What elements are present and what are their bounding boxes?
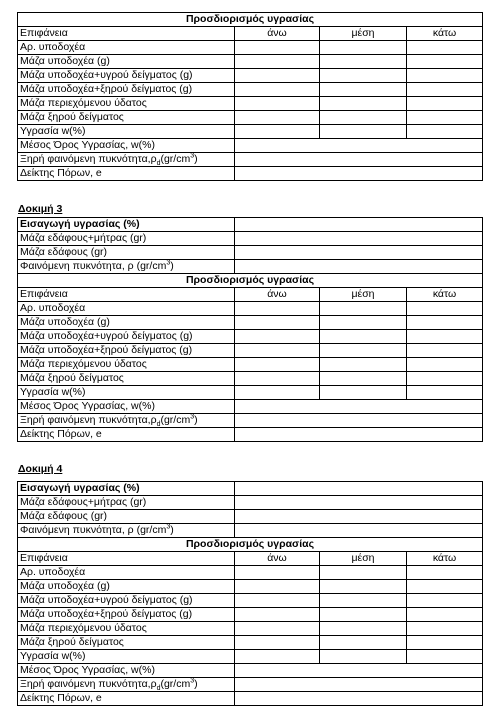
col-surface: Επιφάνεια (18, 27, 235, 41)
input-cell[interactable] (235, 414, 483, 428)
input-cell[interactable] (320, 111, 407, 125)
input-cell[interactable] (235, 139, 483, 153)
table-row (18, 594, 483, 608)
col-surface: Επιφάνεια (18, 288, 235, 302)
input-cell[interactable] (235, 330, 320, 344)
input-cell[interactable] (235, 316, 320, 330)
table-row (18, 524, 483, 538)
input-cell[interactable] (235, 167, 483, 181)
table-row (18, 246, 483, 260)
input-cell[interactable] (320, 358, 407, 372)
col-top: άνω (235, 288, 320, 302)
row-label: Αρ. υποδοχέα (18, 41, 235, 55)
input-cell[interactable] (320, 580, 407, 594)
col-top: άνω (235, 27, 320, 41)
input-cell[interactable] (407, 594, 483, 608)
input-cell[interactable] (235, 232, 483, 246)
soil-mass-label: Μάζα εδάφους (gr) (18, 246, 235, 260)
moisture-table-4 (17, 481, 483, 706)
table-row (18, 386, 483, 400)
input-cell[interactable] (235, 524, 483, 538)
col-middle: μέση (320, 288, 407, 302)
input-cell[interactable] (320, 125, 407, 139)
row-label: Υγρασία w(%) (18, 650, 235, 664)
row-label: Μάζα υποδοχέα+υγρού δείγματος (g) (18, 594, 235, 608)
input-cell[interactable] (235, 55, 320, 69)
col-middle: μέση (320, 552, 407, 566)
row-label: Μάζα περιεχόμενου ύδατος (18, 622, 235, 636)
moisture-input-label: Εισαγωγή υγρασίας (%) (18, 218, 235, 232)
input-cell[interactable] (235, 344, 320, 358)
soil-mould-mass-label: Μάζα εδάφους+μήτρας (gr) (18, 496, 235, 510)
input-cell[interactable] (235, 636, 320, 650)
table-row (18, 69, 483, 83)
input-cell[interactable] (407, 55, 483, 69)
table-title: Προσδιορισμός υγρασίας (18, 13, 483, 27)
input-cell[interactable] (235, 260, 483, 274)
input-cell[interactable] (320, 55, 407, 69)
test-4-heading: Δοκιμή 4 (18, 463, 63, 475)
input-cell[interactable] (235, 608, 320, 622)
input-cell[interactable] (235, 650, 320, 664)
input-cell[interactable] (320, 97, 407, 111)
input-cell[interactable] (407, 636, 483, 650)
input-cell[interactable] (235, 496, 483, 510)
col-bottom: κάτω (407, 552, 483, 566)
table-row (18, 482, 483, 496)
input-cell[interactable] (320, 330, 407, 344)
input-cell[interactable] (235, 400, 483, 414)
table-row (18, 97, 483, 111)
input-cell[interactable] (320, 372, 407, 386)
input-cell[interactable] (407, 69, 483, 83)
row-label: Μάζα υποδοχέα+ξηρού δείγματος (g) (18, 83, 235, 97)
input-cell[interactable] (235, 125, 320, 139)
input-cell[interactable] (407, 580, 483, 594)
table-row (18, 608, 483, 622)
row-label: Αρ. υποδοχέα (18, 566, 235, 580)
row-label: Μάζα υποδοχέα (g) (18, 316, 235, 330)
input-cell[interactable] (320, 386, 407, 400)
row-label: Μάζα υποδοχέα (g) (18, 580, 235, 594)
input-cell[interactable] (235, 580, 320, 594)
input-cell[interactable] (320, 636, 407, 650)
table-row (18, 83, 483, 97)
input-cell[interactable] (407, 650, 483, 664)
table-row (18, 55, 483, 69)
input-cell[interactable] (235, 153, 483, 167)
void-ratio-label: Δείκτης Πόρων, e (18, 428, 235, 442)
col-middle: μέση (320, 27, 407, 41)
input-cell[interactable] (235, 482, 483, 496)
row-label: Μάζα υποδοχέα+υγρού δείγματος (g) (18, 69, 235, 83)
table-row (18, 372, 483, 386)
row-label: Μάζα ξηρού δείγματος (18, 372, 235, 386)
input-cell[interactable] (320, 69, 407, 83)
col-bottom: κάτω (407, 288, 483, 302)
input-cell[interactable] (407, 608, 483, 622)
table-row (18, 580, 483, 594)
input-cell[interactable] (235, 97, 320, 111)
moisture-table-1 (17, 12, 483, 181)
void-ratio-label: Δείκτης Πόρων, e (18, 692, 235, 706)
row-label: Υγρασία w(%) (18, 386, 235, 400)
row-label: Μάζα υποδοχέα (g) (18, 55, 235, 69)
dry-density-label: Ξηρή φαινόμενη $\pi\upsilon\kappa\nu ό\tau\eta\tau\alpha,\rho_d(gr/cm^3)$ (18, 678, 235, 692)
input-cell[interactable] (235, 218, 483, 232)
row-label: Μάζα υποδοχέα+ξηρού δείγματος (g) (18, 344, 235, 358)
input-cell[interactable] (235, 678, 483, 692)
input-cell[interactable] (320, 594, 407, 608)
table-row (18, 428, 483, 442)
table-row (18, 232, 483, 246)
table-row (18, 358, 483, 372)
input-cell[interactable] (235, 111, 320, 125)
input-cell[interactable] (235, 566, 320, 580)
moisture-table-3 (17, 217, 483, 442)
input-cell[interactable] (235, 510, 483, 524)
table-title: Προσδιορισμός υγρασίας (18, 274, 483, 288)
test-3-heading: Δοκιμή 3 (18, 203, 63, 215)
table-title: Προσδιορισμός υγρασίας (18, 538, 483, 552)
input-cell[interactable] (320, 316, 407, 330)
mean-moisture-label: Μέσος Όρος Υγρασίας, w(%) (18, 400, 235, 414)
dry-density-label: Ξηρή φαινόμενη $\pi\upsilon\kappa\nu ό\tau\eta\tau\alpha,\rho_d(gr/cm^3)$ (18, 414, 235, 428)
table-row (18, 139, 483, 153)
table-row (18, 622, 483, 636)
mean-moisture-label: Μέσος Όρος Υγρασίας, w(%) (18, 664, 235, 678)
input-cell[interactable] (235, 428, 483, 442)
table-row (18, 330, 483, 344)
table-row (18, 664, 483, 678)
soil-mould-mass-label: Μάζα εδάφους+μήτρας (gr) (18, 232, 235, 246)
table-row (18, 153, 483, 167)
bulk-density-label: Φαινόμενη πυκνότητα, ρ $(gr/cm^3)$ (18, 260, 235, 274)
table-row (18, 678, 483, 692)
table-row (18, 566, 483, 580)
input-cell[interactable] (407, 83, 483, 97)
table-row (18, 167, 483, 181)
bulk-density-label: Φαινόμενη πυκνότητα, ρ $(gr/cm^3)$ (18, 524, 235, 538)
input-cell[interactable] (320, 608, 407, 622)
soil-mass-label: Μάζα εδάφους (gr) (18, 510, 235, 524)
input-cell[interactable] (235, 41, 320, 55)
input-cell[interactable] (407, 316, 483, 330)
table-row (18, 111, 483, 125)
row-label: Αρ. υποδοχέα (18, 302, 235, 316)
input-cell[interactable] (407, 344, 483, 358)
row-label: Υγρασία w(%) (18, 125, 235, 139)
input-cell[interactable] (235, 664, 483, 678)
table-row (18, 636, 483, 650)
input-cell[interactable] (235, 302, 320, 316)
input-cell[interactable] (320, 41, 407, 55)
table-row (18, 510, 483, 524)
input-cell[interactable] (320, 566, 407, 580)
table-row (18, 496, 483, 510)
input-cell[interactable] (235, 594, 320, 608)
input-cell[interactable] (235, 83, 320, 97)
input-cell[interactable] (320, 302, 407, 316)
dry-density-label: Ξηρή φαινόμενη $\pi\upsilon\kappa\nu ό\tau\eta\tau\alpha,\rho_d(gr/cm^3)$ (18, 153, 235, 167)
input-cell[interactable] (235, 246, 483, 260)
input-cell[interactable] (407, 41, 483, 55)
col-surface: Επιφάνεια (18, 552, 235, 566)
input-cell[interactable] (235, 358, 320, 372)
table-row (18, 400, 483, 414)
input-cell[interactable] (407, 358, 483, 372)
input-cell[interactable] (235, 386, 320, 400)
moisture-input-label: Εισαγωγή υγρασίας (%) (18, 482, 235, 496)
table-row (18, 316, 483, 330)
row-label: Μάζα ξηρού δείγματος (18, 636, 235, 650)
table-row (18, 344, 483, 358)
table-row (18, 302, 483, 316)
input-cell[interactable] (407, 302, 483, 316)
input-cell[interactable] (407, 97, 483, 111)
row-label: Μάζα περιεχόμενου ύδατος (18, 358, 235, 372)
input-cell[interactable] (407, 386, 483, 400)
row-label: Μάζα ξηρού δείγματος (18, 111, 235, 125)
table-row (18, 218, 483, 232)
table-row (18, 650, 483, 664)
table-row (18, 125, 483, 139)
input-cell[interactable] (407, 566, 483, 580)
input-cell[interactable] (320, 344, 407, 358)
table-row (18, 414, 483, 428)
input-cell[interactable] (407, 622, 483, 636)
input-cell[interactable] (235, 622, 320, 636)
row-label: Μάζα υποδοχέα+υγρού δείγματος (g) (18, 330, 235, 344)
input-cell[interactable] (235, 372, 320, 386)
input-cell[interactable] (320, 622, 407, 636)
row-label: Μάζα υποδοχέα+ξηρού δείγματος (g) (18, 608, 235, 622)
col-bottom: κάτω (407, 27, 483, 41)
input-cell[interactable] (320, 83, 407, 97)
input-cell[interactable] (407, 125, 483, 139)
col-top: άνω (235, 552, 320, 566)
table-row (18, 41, 483, 55)
table-row (18, 260, 483, 274)
mean-moisture-label: Μέσος Όρος Υγρασίας, w(%) (18, 139, 235, 153)
input-cell[interactable] (407, 330, 483, 344)
void-ratio-label: Δείκτης Πόρων, e (18, 167, 235, 181)
input-cell[interactable] (407, 372, 483, 386)
row-label: Μάζα περιεχόμενου ύδατος (18, 97, 235, 111)
table-row (18, 692, 483, 706)
input-cell[interactable] (407, 111, 483, 125)
input-cell[interactable] (235, 69, 320, 83)
input-cell[interactable] (235, 692, 483, 706)
input-cell[interactable] (320, 650, 407, 664)
